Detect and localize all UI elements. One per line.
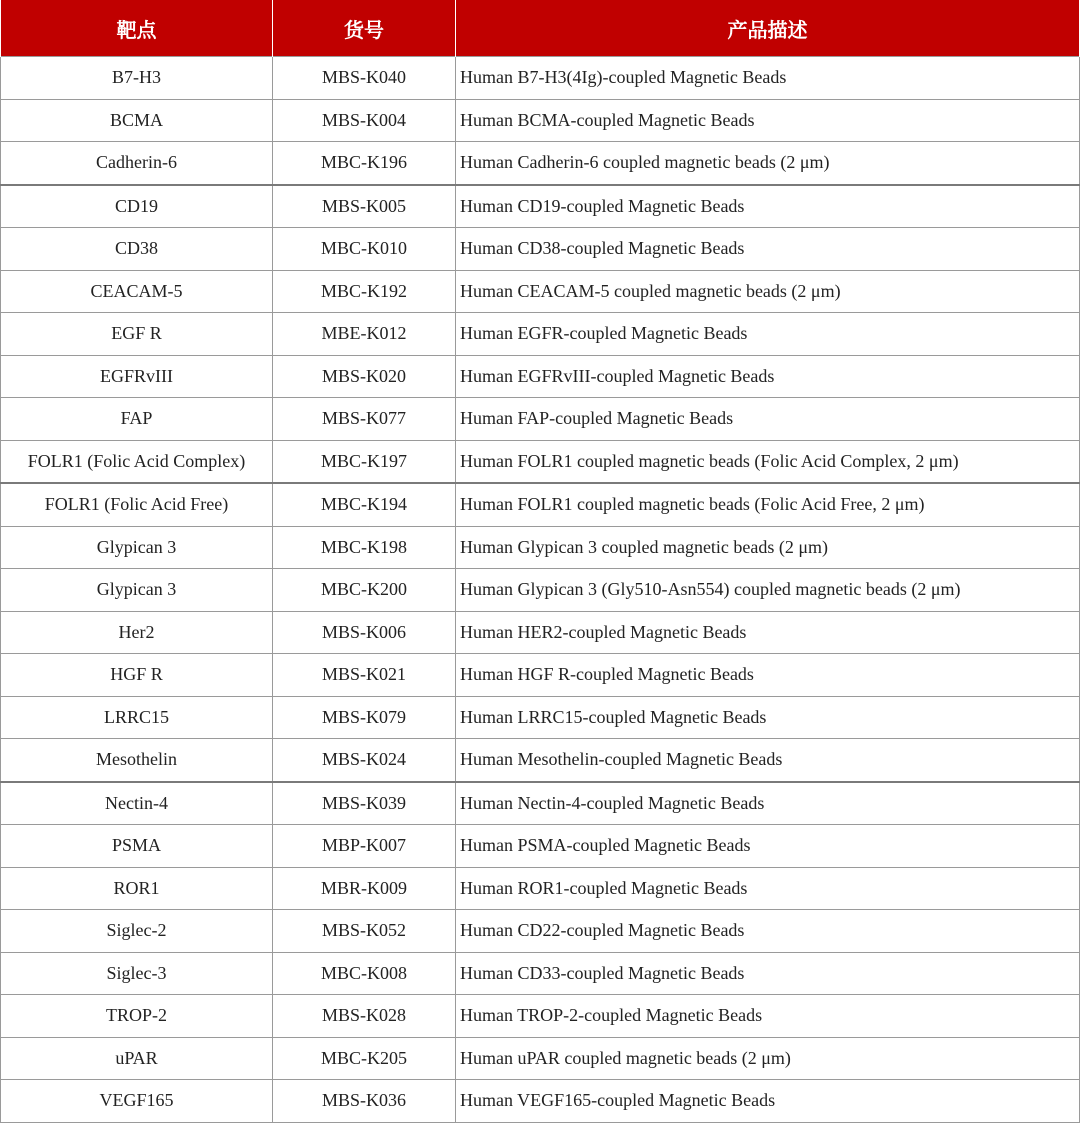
description-cell: Human TROP-2-coupled Magnetic Beads	[456, 995, 1080, 1038]
target-cell: EGFRvIII	[1, 355, 273, 398]
catalog-number-cell: MBS-K028	[273, 995, 456, 1038]
description-cell: Human FOLR1 coupled magnetic beads (Folic Acid Free, 2 μm)	[456, 483, 1080, 526]
catalog-number-cell: MBS-K077	[273, 398, 456, 441]
description-cell: Human FOLR1 coupled magnetic beads (Folic Acid Complex, 2 μm)	[456, 440, 1080, 483]
description-cell: Human ROR1-coupled Magnetic Beads	[456, 867, 1080, 910]
target-cell: HGF R	[1, 654, 273, 697]
description-cell: Human B7-H3(4Ig)-coupled Magnetic Beads	[456, 57, 1080, 100]
target-cell: ROR1	[1, 867, 273, 910]
description-cell: Human Cadherin-6 coupled magnetic beads (2 μm)	[456, 142, 1080, 185]
table-row	[1, 739, 1080, 782]
catalog-number-cell: MBS-K039	[273, 782, 456, 825]
table-row	[1, 99, 1080, 142]
description-cell: Human HGF R-coupled Magnetic Beads	[456, 654, 1080, 697]
catalog-number-cell: MBC-K192	[273, 270, 456, 313]
catalog-number-cell: MBE-K012	[273, 313, 456, 356]
table-row	[1, 654, 1080, 697]
target-cell: LRRC15	[1, 696, 273, 739]
catalog-number-cell: MBP-K007	[273, 825, 456, 868]
table-row	[1, 142, 1080, 185]
description-cell: Human EGFR-coupled Magnetic Beads	[456, 313, 1080, 356]
catalog-number-cell: MBS-K004	[273, 99, 456, 142]
description-cell: Human CD33-coupled Magnetic Beads	[456, 952, 1080, 995]
description-cell: Human PSMA-coupled Magnetic Beads	[456, 825, 1080, 868]
target-cell: Siglec-3	[1, 952, 273, 995]
catalog-number-cell: MBC-K008	[273, 952, 456, 995]
description-cell: Human CEACAM-5 coupled magnetic beads (2 μm)	[456, 270, 1080, 313]
table-row	[1, 270, 1080, 313]
target-cell: BCMA	[1, 99, 273, 142]
catalog-number-cell: MBS-K040	[273, 57, 456, 100]
table-row	[1, 1037, 1080, 1080]
description-cell: Human Glypican 3 coupled magnetic beads (2 μm)	[456, 526, 1080, 569]
table-row	[1, 952, 1080, 995]
table-row	[1, 867, 1080, 910]
description-cell: Human Mesothelin-coupled Magnetic Beads	[456, 739, 1080, 782]
target-cell: CD19	[1, 185, 273, 228]
catalog-number-cell: MBS-K005	[273, 185, 456, 228]
catalog-number-cell: MBC-K194	[273, 483, 456, 526]
table-row	[1, 995, 1080, 1038]
target-cell: CEACAM-5	[1, 270, 273, 313]
catalog-number-cell: MBS-K079	[273, 696, 456, 739]
catalog-number-cell: MBC-K196	[273, 142, 456, 185]
catalog-number-cell: MBS-K052	[273, 910, 456, 953]
catalog-number-cell: MBS-K021	[273, 654, 456, 697]
table-row	[1, 1080, 1080, 1123]
description-cell: Human CD22-coupled Magnetic Beads	[456, 910, 1080, 953]
target-cell: EGF R	[1, 313, 273, 356]
catalog-number-cell: MBC-K205	[273, 1037, 456, 1080]
target-cell: Nectin-4	[1, 782, 273, 825]
table-row	[1, 611, 1080, 654]
target-cell: CD38	[1, 228, 273, 271]
catalog-number-cell: MBS-K006	[273, 611, 456, 654]
description-cell: Human Glypican 3 (Gly510-Asn554) coupled magnetic beads (2 μm)	[456, 569, 1080, 612]
description-cell: Human LRRC15-coupled Magnetic Beads	[456, 696, 1080, 739]
table-row	[1, 228, 1080, 271]
header-product-description: 产品描述	[456, 0, 1080, 57]
target-cell: FAP	[1, 398, 273, 441]
target-cell: B7-H3	[1, 57, 273, 100]
description-cell: Human VEGF165-coupled Magnetic Beads	[456, 1080, 1080, 1123]
catalog-number-cell: MBS-K036	[273, 1080, 456, 1123]
table-row	[1, 782, 1080, 825]
target-cell: PSMA	[1, 825, 273, 868]
catalog-number-cell: MBC-K200	[273, 569, 456, 612]
description-cell: Human uPAR coupled magnetic beads (2 μm)	[456, 1037, 1080, 1080]
catalog-number-cell: MBS-K024	[273, 739, 456, 782]
table-row	[1, 483, 1080, 526]
table-row	[1, 57, 1080, 100]
table-row	[1, 313, 1080, 356]
target-cell: VEGF165	[1, 1080, 273, 1123]
table-row	[1, 526, 1080, 569]
catalog-number-cell: MBC-K010	[273, 228, 456, 271]
target-cell: Mesothelin	[1, 739, 273, 782]
target-cell: Siglec-2	[1, 910, 273, 953]
table-row	[1, 696, 1080, 739]
description-cell: Human FAP-coupled Magnetic Beads	[456, 398, 1080, 441]
catalog-number-cell: MBC-K197	[273, 440, 456, 483]
table-row	[1, 825, 1080, 868]
target-cell: uPAR	[1, 1037, 273, 1080]
description-cell: Human CD19-coupled Magnetic Beads	[456, 185, 1080, 228]
target-cell: Cadherin-6	[1, 142, 273, 185]
header-target: 靶点	[1, 0, 273, 57]
table-row	[1, 185, 1080, 228]
description-cell: Human BCMA-coupled Magnetic Beads	[456, 99, 1080, 142]
description-cell: Human Nectin-4-coupled Magnetic Beads	[456, 782, 1080, 825]
table-body	[1, 57, 1080, 1123]
target-cell: FOLR1 (Folic Acid Free)	[1, 483, 273, 526]
table-row	[1, 398, 1080, 441]
target-cell: Her2	[1, 611, 273, 654]
table-header	[1, 0, 1080, 57]
description-cell: Human CD38-coupled Magnetic Beads	[456, 228, 1080, 271]
catalog-number-cell: MBC-K198	[273, 526, 456, 569]
catalog-number-cell: MBS-K020	[273, 355, 456, 398]
table-row	[1, 910, 1080, 953]
table-row	[1, 569, 1080, 612]
target-cell: Glypican 3	[1, 526, 273, 569]
table-row	[1, 355, 1080, 398]
target-cell: FOLR1 (Folic Acid Complex)	[1, 440, 273, 483]
header-catalog-number: 货号	[273, 0, 456, 57]
catalog-number-cell: MBR-K009	[273, 867, 456, 910]
target-cell: TROP-2	[1, 995, 273, 1038]
target-cell: Glypican 3	[1, 569, 273, 612]
header-row	[1, 0, 1080, 57]
table-row	[1, 440, 1080, 483]
description-cell: Human EGFRvIII-coupled Magnetic Beads	[456, 355, 1080, 398]
description-cell: Human HER2-coupled Magnetic Beads	[456, 611, 1080, 654]
